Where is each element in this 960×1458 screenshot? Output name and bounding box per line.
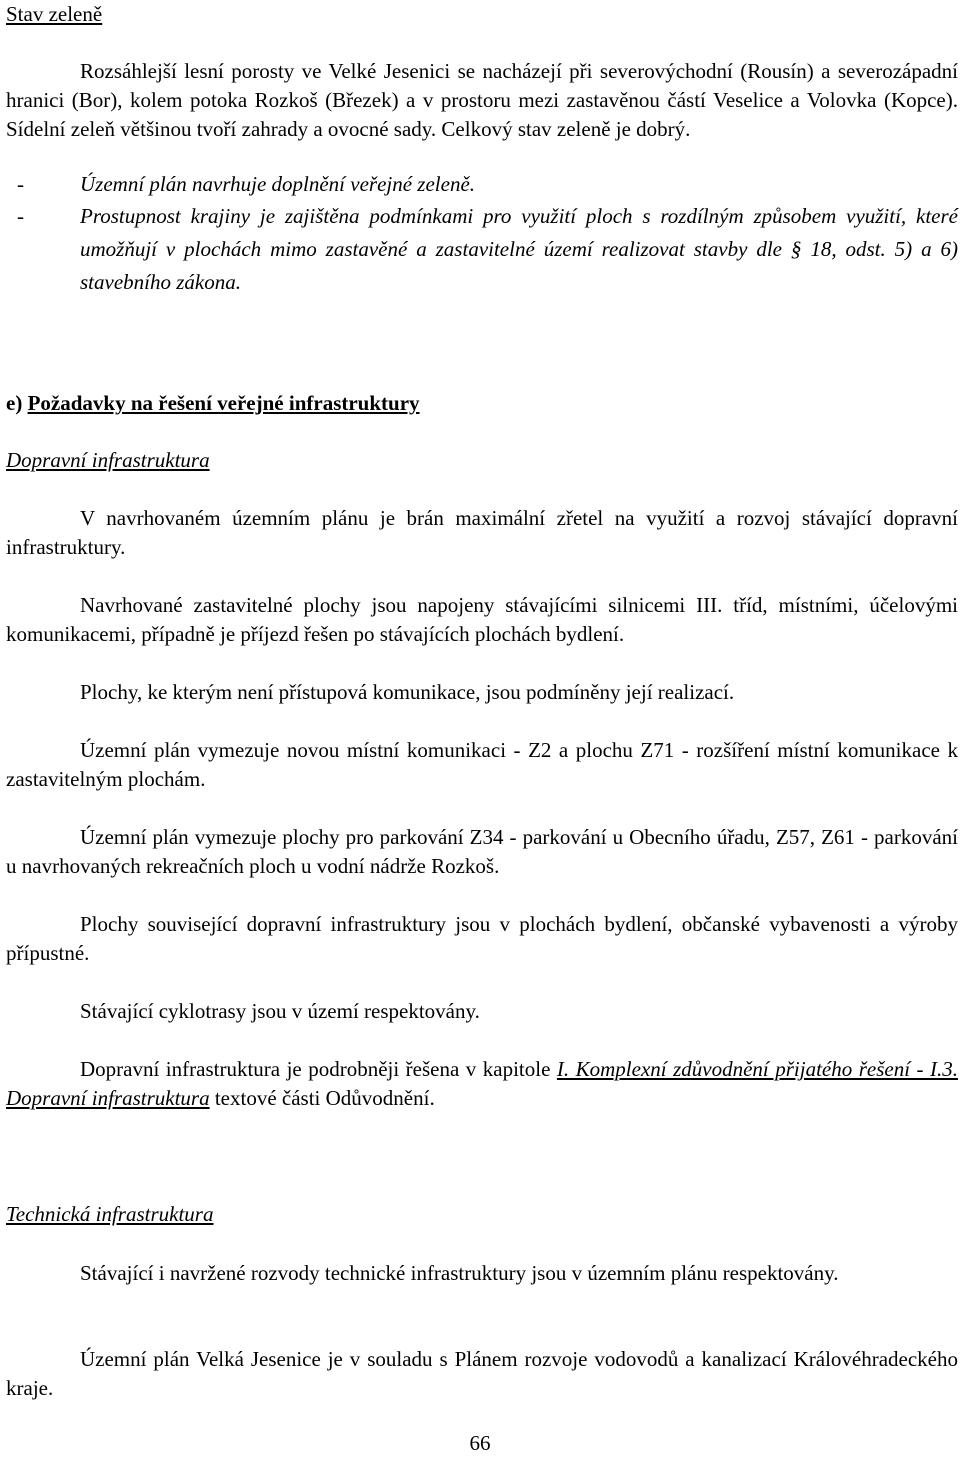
- paragraph-stav-zelene: Rozsáhlejší lesní porosty ve Velké Jesenici se nacházejí při severovýchodní (Rousín) a severozápadní hranici (Bor), kolem potoka Rozkoš (Březek) a v prostoru mezi zastavěnou částí Veselice a Volovka (Kopce). Sídelní zeleň většinou tvoří zahrady a ovocné sady. Celkový stav zeleně je dobrý.: [6, 59, 958, 141]
- chapter-reference-link[interactable]: I. Komplexní zdůvodnění přijatého řešení - I.3. Dopravní infrastruktura: [6, 1057, 958, 1110]
- reference-text-before: Dopravní infrastruktura je podrobněji řešena v kapitole: [80, 1057, 557, 1081]
- paragraph: Plochy související dopravní infrastruktury jsou v plochách bydlení, občanské vybavenosti a výroby přípustné.: [6, 912, 958, 965]
- list-item-text: Územní plán navrhuje doplnění veřejné zeleně.: [80, 172, 476, 196]
- list-item-text: Prostupnost krajiny je zajištěna podmínkami pro využití ploch s rozdílným způsobem využití, které umožňují v plochách mimo zastavěné a zastavitelné území realizovat stavby dle § 18, odst. 5) a 6) stavebního zákona.: [80, 204, 958, 294]
- reference-text-after: textové části Odůvodnění.: [209, 1086, 435, 1110]
- paragraph: Územní plán Velká Jesenice je v souladu s Plánem rozvoje vodovodů a kanalizací Královéhradeckého kraje.: [6, 1347, 958, 1400]
- paragraph-reference: [6, 1055, 958, 1113]
- paragraph: Stávající i navržené rozvody technické infrastruktury jsou v územním plánu respektovány.: [80, 1261, 839, 1285]
- list-dash: -: [17, 172, 24, 196]
- paragraph: Plochy, ke kterým není přístupová komunikace, jsou podmíněny její realizací.: [80, 680, 735, 704]
- list-item: [6, 200, 958, 299]
- paragraph: Navrhované zastavitelné plochy jsou napojeny stávajícími silnicemi III. tříd, místními, účelovými komunikacemi, případně je příjezd řešen po stávajících plochách bydlení.: [6, 593, 958, 646]
- list-dash: -: [17, 204, 24, 228]
- list-item: [6, 170, 958, 199]
- subheading-technicka-infrastruktura: Technická infrastruktura: [6, 1202, 214, 1226]
- section-heading-e: [6, 389, 958, 418]
- section-title: Požadavky na řešení veřejné infrastruktury: [27, 391, 420, 415]
- paragraph: Územní plán vymezuje novou místní komunikaci - Z2 a plochu Z71 - rozšíření místní komunikace k zastavitelným plochám.: [6, 738, 958, 791]
- section-prefix: e): [6, 391, 28, 415]
- section-heading-stav-zelene: Stav zeleně: [6, 2, 103, 26]
- paragraph: Územní plán vymezuje plochy pro parkování Z34 - parkování u Obecního úřadu, Z57, Z61 - parkování u navrhovaných rekreačních ploch u vodní nádrže Rozkoš.: [6, 825, 958, 878]
- paragraph: V navrhovaném územním plánu je brán maximální zřetel na využití a rozvoj stávající dopravní infrastruktury.: [6, 506, 958, 559]
- paragraph: Stávající cyklotrasy jsou v území respektovány.: [80, 999, 480, 1023]
- subheading-dopravni-infrastruktura: Dopravní infrastruktura: [6, 448, 210, 472]
- page-number: 66: [469, 1431, 491, 1455]
